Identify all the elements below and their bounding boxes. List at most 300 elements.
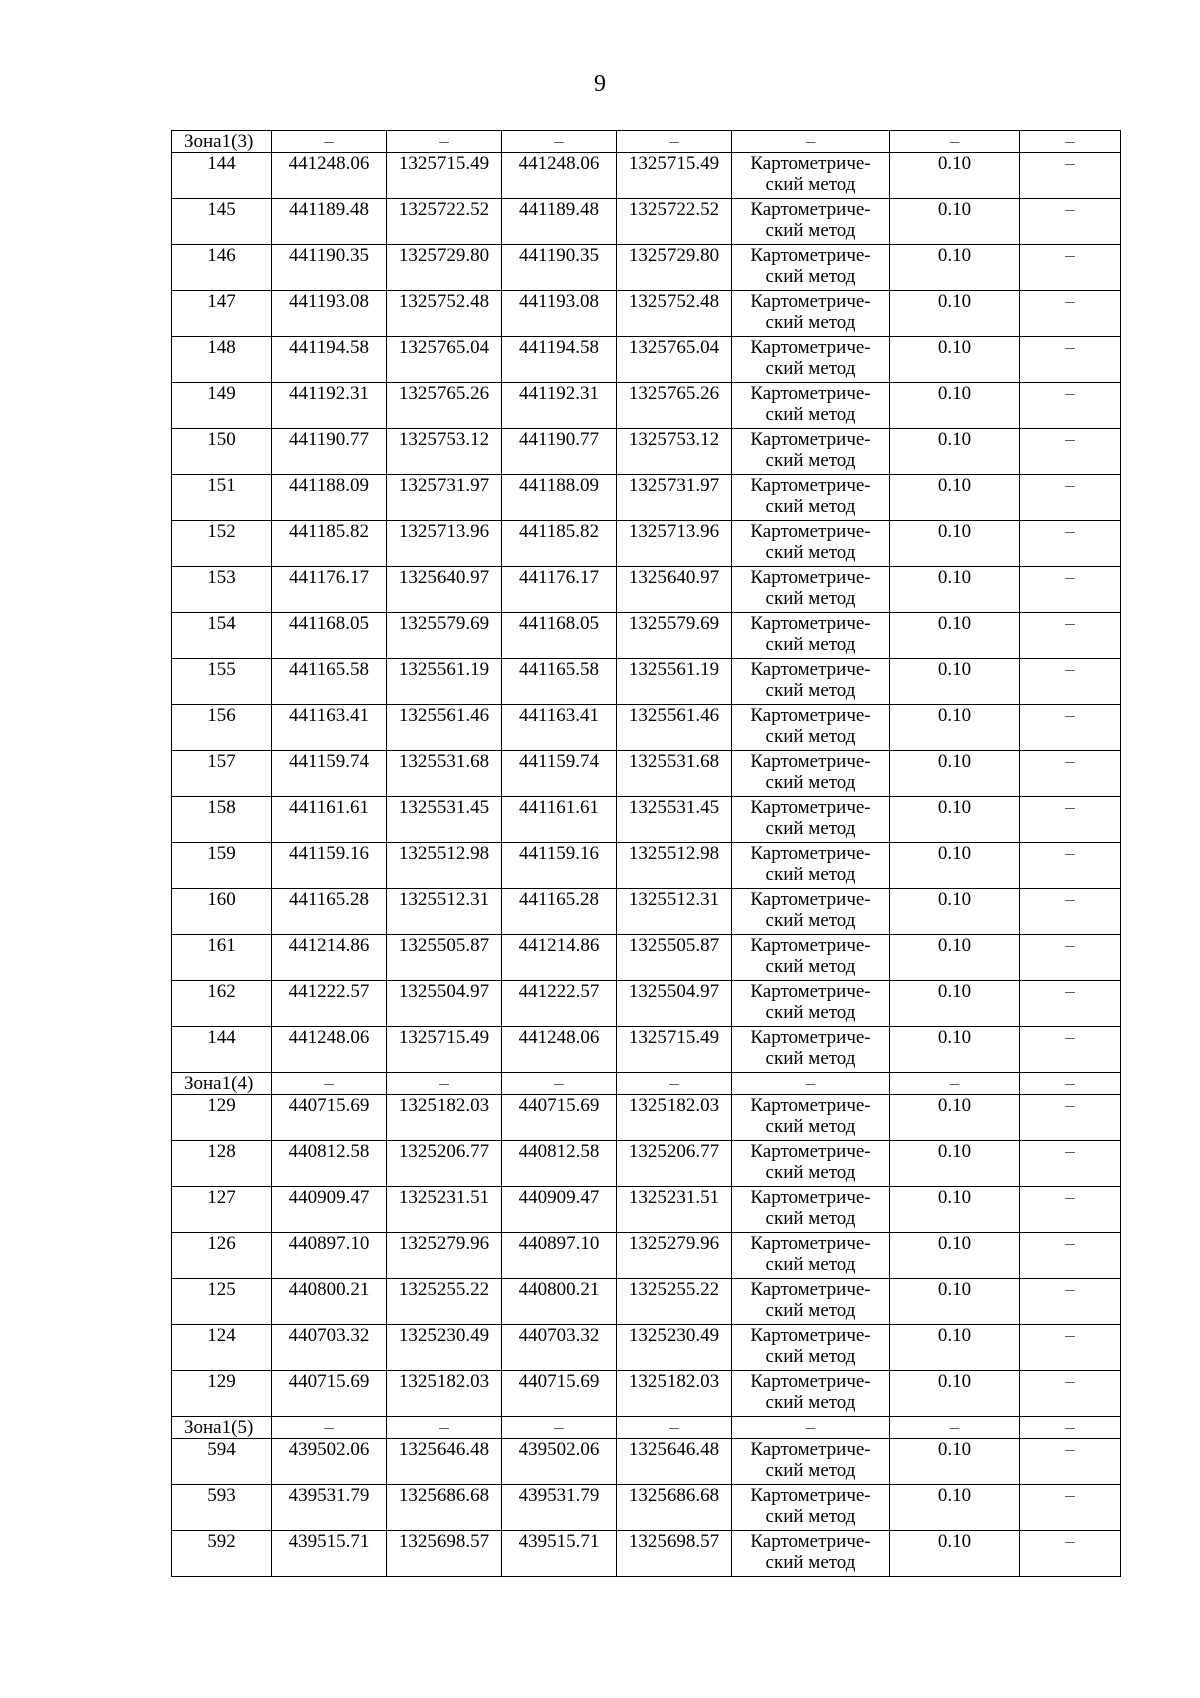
accuracy-cell: 0.10 <box>890 981 1020 1027</box>
zone-label: Зона1(5) <box>172 1417 272 1439</box>
y-new-cell: 1325698.57 <box>617 1531 732 1577</box>
zone-empty-cell: – <box>502 131 617 153</box>
zone-empty-cell: – <box>617 131 732 153</box>
accuracy-cell: 0.10 <box>890 843 1020 889</box>
table-row <box>172 337 1121 383</box>
point-number-cell: 151 <box>172 475 272 521</box>
method-cell: Картометриче-ский метод <box>732 429 890 475</box>
y-new-cell: 1325646.48 <box>617 1439 732 1485</box>
x-new-cell: 441222.57 <box>502 981 617 1027</box>
method-cell: Картометриче-ский метод <box>732 1371 890 1417</box>
y-new-cell: 1325765.26 <box>617 383 732 429</box>
point-number-cell: 158 <box>172 797 272 843</box>
y-new-cell: 1325765.04 <box>617 337 732 383</box>
y-old-cell: 1325561.46 <box>387 705 502 751</box>
description-cell: – <box>1020 429 1121 475</box>
point-number-cell: 125 <box>172 1279 272 1325</box>
zone-empty-cell: – <box>617 1073 732 1095</box>
x-new-cell: 441248.06 <box>502 153 617 199</box>
table-row <box>172 1141 1121 1187</box>
table-row <box>172 981 1121 1027</box>
description-cell: – <box>1020 199 1121 245</box>
x-old-cell: 441168.05 <box>272 613 387 659</box>
point-number-cell: 144 <box>172 153 272 199</box>
accuracy-cell: 0.10 <box>890 1233 1020 1279</box>
method-cell: Картометриче-ский метод <box>732 1439 890 1485</box>
y-old-cell: 1325579.69 <box>387 613 502 659</box>
y-old-cell: 1325231.51 <box>387 1187 502 1233</box>
zone-empty-cell: – <box>1020 131 1121 153</box>
y-new-cell: 1325561.19 <box>617 659 732 705</box>
accuracy-cell: 0.10 <box>890 1141 1020 1187</box>
method-cell: Картометриче-ский метод <box>732 153 890 199</box>
x-new-cell: 441188.09 <box>502 475 617 521</box>
zone-empty-cell: – <box>617 1417 732 1439</box>
x-old-cell: 440909.47 <box>272 1187 387 1233</box>
x-old-cell: 440812.58 <box>272 1141 387 1187</box>
point-number-cell: 162 <box>172 981 272 1027</box>
description-cell: – <box>1020 1439 1121 1485</box>
accuracy-cell: 0.10 <box>890 475 1020 521</box>
x-old-cell: 440715.69 <box>272 1371 387 1417</box>
description-cell: – <box>1020 613 1121 659</box>
point-number-cell: 144 <box>172 1027 272 1073</box>
method-cell: Картометриче-ский метод <box>732 613 890 659</box>
y-old-cell: 1325512.31 <box>387 889 502 935</box>
x-new-cell: 441159.74 <box>502 751 617 797</box>
x-old-cell: 441222.57 <box>272 981 387 1027</box>
y-new-cell: 1325729.80 <box>617 245 732 291</box>
zone-empty-cell: – <box>890 1417 1020 1439</box>
description-cell: – <box>1020 1233 1121 1279</box>
x-old-cell: 441214.86 <box>272 935 387 981</box>
point-number-cell: 146 <box>172 245 272 291</box>
description-cell: – <box>1020 567 1121 613</box>
method-cell: Картометриче-ский метод <box>732 291 890 337</box>
accuracy-cell: 0.10 <box>890 1371 1020 1417</box>
x-old-cell: 441190.35 <box>272 245 387 291</box>
accuracy-cell: 0.10 <box>890 613 1020 659</box>
y-new-cell: 1325255.22 <box>617 1279 732 1325</box>
description-cell: – <box>1020 1531 1121 1577</box>
x-new-cell: 441190.77 <box>502 429 617 475</box>
description-cell: – <box>1020 1027 1121 1073</box>
y-old-cell: 1325715.49 <box>387 153 502 199</box>
point-number-cell: 594 <box>172 1439 272 1485</box>
zone-row <box>172 131 1121 153</box>
accuracy-cell: 0.10 <box>890 337 1020 383</box>
x-old-cell: 440897.10 <box>272 1233 387 1279</box>
accuracy-cell: 0.10 <box>890 291 1020 337</box>
y-new-cell: 1325752.48 <box>617 291 732 337</box>
table-row <box>172 521 1121 567</box>
x-new-cell: 441194.58 <box>502 337 617 383</box>
point-number-cell: 160 <box>172 889 272 935</box>
x-new-cell: 440812.58 <box>502 1141 617 1187</box>
y-new-cell: 1325715.49 <box>617 1027 732 1073</box>
accuracy-cell: 0.10 <box>890 1531 1020 1577</box>
y-new-cell: 1325731.97 <box>617 475 732 521</box>
method-cell: Картометриче-ский метод <box>732 1187 890 1233</box>
y-new-cell: 1325230.49 <box>617 1325 732 1371</box>
y-old-cell: 1325182.03 <box>387 1371 502 1417</box>
zone-empty-cell: – <box>272 1073 387 1095</box>
point-number-cell: 153 <box>172 567 272 613</box>
table-row <box>172 429 1121 475</box>
accuracy-cell: 0.10 <box>890 889 1020 935</box>
x-old-cell: 441248.06 <box>272 153 387 199</box>
table-row <box>172 1279 1121 1325</box>
description-cell: – <box>1020 245 1121 291</box>
accuracy-cell: 0.10 <box>890 935 1020 981</box>
x-old-cell: 440800.21 <box>272 1279 387 1325</box>
table-body <box>172 131 1121 1577</box>
table-row <box>172 1485 1121 1531</box>
method-cell: Картометриче-ский метод <box>732 889 890 935</box>
point-number-cell: 161 <box>172 935 272 981</box>
table-row <box>172 199 1121 245</box>
y-new-cell: 1325722.52 <box>617 199 732 245</box>
table-row <box>172 705 1121 751</box>
y-new-cell: 1325231.51 <box>617 1187 732 1233</box>
y-new-cell: 1325753.12 <box>617 429 732 475</box>
accuracy-cell: 0.10 <box>890 1485 1020 1531</box>
y-old-cell: 1325182.03 <box>387 1095 502 1141</box>
table-row <box>172 1371 1121 1417</box>
y-new-cell: 1325531.68 <box>617 751 732 797</box>
table-row <box>172 1027 1121 1073</box>
x-new-cell: 441214.86 <box>502 935 617 981</box>
point-number-cell: 128 <box>172 1141 272 1187</box>
x-new-cell: 440909.47 <box>502 1187 617 1233</box>
point-number-cell: 145 <box>172 199 272 245</box>
y-new-cell: 1325279.96 <box>617 1233 732 1279</box>
x-new-cell: 440715.69 <box>502 1095 617 1141</box>
table-row <box>172 889 1121 935</box>
accuracy-cell: 0.10 <box>890 567 1020 613</box>
method-cell: Картометриче-ский метод <box>732 935 890 981</box>
x-old-cell: 441248.06 <box>272 1027 387 1073</box>
zone-empty-cell: – <box>272 131 387 153</box>
point-number-cell: 156 <box>172 705 272 751</box>
accuracy-cell: 0.10 <box>890 153 1020 199</box>
x-new-cell: 441192.31 <box>502 383 617 429</box>
x-old-cell: 441165.28 <box>272 889 387 935</box>
table-row <box>172 1095 1121 1141</box>
accuracy-cell: 0.10 <box>890 521 1020 567</box>
zone-empty-cell: – <box>890 1073 1020 1095</box>
y-old-cell: 1325752.48 <box>387 291 502 337</box>
accuracy-cell: 0.10 <box>890 659 1020 705</box>
accuracy-cell: 0.10 <box>890 1279 1020 1325</box>
method-cell: Картометриче-ский метод <box>732 199 890 245</box>
x-new-cell: 441248.06 <box>502 1027 617 1073</box>
description-cell: – <box>1020 659 1121 705</box>
y-old-cell: 1325765.26 <box>387 383 502 429</box>
x-new-cell: 439531.79 <box>502 1485 617 1531</box>
description-cell: – <box>1020 153 1121 199</box>
y-old-cell: 1325765.04 <box>387 337 502 383</box>
description-cell: – <box>1020 475 1121 521</box>
x-old-cell: 440703.32 <box>272 1325 387 1371</box>
point-number-cell: 127 <box>172 1187 272 1233</box>
x-old-cell: 441176.17 <box>272 567 387 613</box>
x-old-cell: 441159.74 <box>272 751 387 797</box>
description-cell: – <box>1020 751 1121 797</box>
y-old-cell: 1325646.48 <box>387 1439 502 1485</box>
x-new-cell: 440703.32 <box>502 1325 617 1371</box>
table-row <box>172 1439 1121 1485</box>
table-row <box>172 843 1121 889</box>
y-old-cell: 1325531.68 <box>387 751 502 797</box>
y-old-cell: 1325561.19 <box>387 659 502 705</box>
x-old-cell: 439502.06 <box>272 1439 387 1485</box>
point-number-cell: 159 <box>172 843 272 889</box>
page-number: 9 <box>594 71 606 97</box>
x-old-cell: 439515.71 <box>272 1531 387 1577</box>
table-row <box>172 153 1121 199</box>
method-cell: Картометриче-ский метод <box>732 383 890 429</box>
x-old-cell: 441190.77 <box>272 429 387 475</box>
method-cell: Картометриче-ский метод <box>732 337 890 383</box>
zone-empty-cell: – <box>890 131 1020 153</box>
x-new-cell: 439515.71 <box>502 1531 617 1577</box>
y-old-cell: 1325206.77 <box>387 1141 502 1187</box>
zone-empty-cell: – <box>272 1417 387 1439</box>
point-number-cell: 155 <box>172 659 272 705</box>
x-new-cell: 441176.17 <box>502 567 617 613</box>
y-old-cell: 1325731.97 <box>387 475 502 521</box>
description-cell: – <box>1020 705 1121 751</box>
table-row <box>172 1233 1121 1279</box>
method-cell: Картометриче-ский метод <box>732 1531 890 1577</box>
y-new-cell: 1325713.96 <box>617 521 732 567</box>
y-old-cell: 1325686.68 <box>387 1485 502 1531</box>
zone-empty-cell: – <box>732 131 890 153</box>
table-row <box>172 291 1121 337</box>
description-cell: – <box>1020 1095 1121 1141</box>
zone-label: Зона1(4) <box>172 1073 272 1095</box>
y-new-cell: 1325206.77 <box>617 1141 732 1187</box>
accuracy-cell: 0.10 <box>890 1187 1020 1233</box>
method-cell: Картометриче-ский метод <box>732 1485 890 1531</box>
y-new-cell: 1325686.68 <box>617 1485 732 1531</box>
x-new-cell: 441185.82 <box>502 521 617 567</box>
method-cell: Картометриче-ский метод <box>732 475 890 521</box>
zone-empty-cell: – <box>732 1073 890 1095</box>
description-cell: – <box>1020 383 1121 429</box>
x-new-cell: 441190.35 <box>502 245 617 291</box>
zone-label: Зона1(3) <box>172 131 272 153</box>
y-old-cell: 1325512.98 <box>387 843 502 889</box>
table-row <box>172 797 1121 843</box>
description-cell: – <box>1020 521 1121 567</box>
x-old-cell: 441194.58 <box>272 337 387 383</box>
table-row <box>172 935 1121 981</box>
zone-empty-cell: – <box>502 1417 617 1439</box>
method-cell: Картометриче-ский метод <box>732 1279 890 1325</box>
method-cell: Картометриче-ский метод <box>732 1027 890 1073</box>
x-new-cell: 440715.69 <box>502 1371 617 1417</box>
x-new-cell: 441159.16 <box>502 843 617 889</box>
table-row <box>172 475 1121 521</box>
method-cell: Картометриче-ский метод <box>732 751 890 797</box>
y-old-cell: 1325715.49 <box>387 1027 502 1073</box>
zone-empty-cell: – <box>1020 1073 1121 1095</box>
x-old-cell: 441165.58 <box>272 659 387 705</box>
zone-empty-cell: – <box>387 1417 502 1439</box>
table-row <box>172 245 1121 291</box>
x-old-cell: 440715.69 <box>272 1095 387 1141</box>
method-cell: Картометриче-ский метод <box>732 981 890 1027</box>
point-number-cell: 148 <box>172 337 272 383</box>
accuracy-cell: 0.10 <box>890 705 1020 751</box>
y-old-cell: 1325713.96 <box>387 521 502 567</box>
table-row <box>172 751 1121 797</box>
x-old-cell: 441192.31 <box>272 383 387 429</box>
y-old-cell: 1325505.87 <box>387 935 502 981</box>
x-new-cell: 440800.21 <box>502 1279 617 1325</box>
point-number-cell: 152 <box>172 521 272 567</box>
y-old-cell: 1325753.12 <box>387 429 502 475</box>
y-new-cell: 1325579.69 <box>617 613 732 659</box>
method-cell: Картометриче-ский метод <box>732 659 890 705</box>
coordinates-table <box>171 130 1121 1577</box>
x-new-cell: 439502.06 <box>502 1439 617 1485</box>
zone-empty-cell: – <box>387 131 502 153</box>
y-old-cell: 1325698.57 <box>387 1531 502 1577</box>
x-new-cell: 440897.10 <box>502 1233 617 1279</box>
accuracy-cell: 0.10 <box>890 797 1020 843</box>
zone-empty-cell: – <box>1020 1417 1121 1439</box>
point-number-cell: 150 <box>172 429 272 475</box>
y-old-cell: 1325722.52 <box>387 199 502 245</box>
point-number-cell: 129 <box>172 1371 272 1417</box>
y-new-cell: 1325512.31 <box>617 889 732 935</box>
point-number-cell: 149 <box>172 383 272 429</box>
y-new-cell: 1325182.03 <box>617 1371 732 1417</box>
y-new-cell: 1325512.98 <box>617 843 732 889</box>
accuracy-cell: 0.10 <box>890 429 1020 475</box>
method-cell: Картометриче-ский метод <box>732 245 890 291</box>
accuracy-cell: 0.10 <box>890 199 1020 245</box>
x-new-cell: 441165.28 <box>502 889 617 935</box>
method-cell: Картометриче-ский метод <box>732 1141 890 1187</box>
x-new-cell: 441193.08 <box>502 291 617 337</box>
description-cell: – <box>1020 1325 1121 1371</box>
x-old-cell: 441163.41 <box>272 705 387 751</box>
description-cell: – <box>1020 1371 1121 1417</box>
x-old-cell: 439531.79 <box>272 1485 387 1531</box>
method-cell: Картометриче-ский метод <box>732 521 890 567</box>
table-row <box>172 1325 1121 1371</box>
x-new-cell: 441163.41 <box>502 705 617 751</box>
zone-row <box>172 1073 1121 1095</box>
point-number-cell: 154 <box>172 613 272 659</box>
table-row <box>172 383 1121 429</box>
method-cell: Картометриче-ский метод <box>732 843 890 889</box>
point-number-cell: 126 <box>172 1233 272 1279</box>
y-new-cell: 1325505.87 <box>617 935 732 981</box>
accuracy-cell: 0.10 <box>890 1325 1020 1371</box>
description-cell: – <box>1020 1279 1121 1325</box>
description-cell: – <box>1020 1187 1121 1233</box>
x-old-cell: 441189.48 <box>272 199 387 245</box>
y-old-cell: 1325504.97 <box>387 981 502 1027</box>
y-old-cell: 1325255.22 <box>387 1279 502 1325</box>
description-cell: – <box>1020 1141 1121 1187</box>
description-cell: – <box>1020 981 1121 1027</box>
table-row <box>172 1187 1121 1233</box>
x-new-cell: 441165.58 <box>502 659 617 705</box>
method-cell: Картометриче-ский метод <box>732 1095 890 1141</box>
y-new-cell: 1325640.97 <box>617 567 732 613</box>
method-cell: Картометриче-ский метод <box>732 705 890 751</box>
description-cell: – <box>1020 337 1121 383</box>
description-cell: – <box>1020 843 1121 889</box>
method-cell: Картометриче-ский метод <box>732 567 890 613</box>
accuracy-cell: 0.10 <box>890 1439 1020 1485</box>
accuracy-cell: 0.10 <box>890 751 1020 797</box>
accuracy-cell: 0.10 <box>890 245 1020 291</box>
zone-empty-cell: – <box>502 1073 617 1095</box>
y-old-cell: 1325230.49 <box>387 1325 502 1371</box>
y-new-cell: 1325182.03 <box>617 1095 732 1141</box>
point-number-cell: 129 <box>172 1095 272 1141</box>
x-new-cell: 441189.48 <box>502 199 617 245</box>
description-cell: – <box>1020 935 1121 981</box>
x-new-cell: 441168.05 <box>502 613 617 659</box>
description-cell: – <box>1020 889 1121 935</box>
accuracy-cell: 0.10 <box>890 1095 1020 1141</box>
point-number-cell: 124 <box>172 1325 272 1371</box>
table-row <box>172 659 1121 705</box>
x-old-cell: 441185.82 <box>272 521 387 567</box>
table-row <box>172 613 1121 659</box>
point-number-cell: 593 <box>172 1485 272 1531</box>
table-row <box>172 567 1121 613</box>
point-number-cell: 147 <box>172 291 272 337</box>
x-old-cell: 441188.09 <box>272 475 387 521</box>
zone-empty-cell: – <box>387 1073 502 1095</box>
y-old-cell: 1325729.80 <box>387 245 502 291</box>
x-old-cell: 441193.08 <box>272 291 387 337</box>
y-old-cell: 1325531.45 <box>387 797 502 843</box>
description-cell: – <box>1020 1485 1121 1531</box>
x-old-cell: 441161.61 <box>272 797 387 843</box>
zone-empty-cell: – <box>732 1417 890 1439</box>
x-old-cell: 441159.16 <box>272 843 387 889</box>
point-number-cell: 592 <box>172 1531 272 1577</box>
y-old-cell: 1325640.97 <box>387 567 502 613</box>
y-new-cell: 1325715.49 <box>617 153 732 199</box>
y-new-cell: 1325561.46 <box>617 705 732 751</box>
accuracy-cell: 0.10 <box>890 383 1020 429</box>
method-cell: Картометриче-ский метод <box>732 1325 890 1371</box>
method-cell: Картометриче-ский метод <box>732 797 890 843</box>
method-cell: Картометриче-ский метод <box>732 1233 890 1279</box>
y-old-cell: 1325279.96 <box>387 1233 502 1279</box>
accuracy-cell: 0.10 <box>890 1027 1020 1073</box>
y-new-cell: 1325504.97 <box>617 981 732 1027</box>
x-new-cell: 441161.61 <box>502 797 617 843</box>
zone-row <box>172 1417 1121 1439</box>
y-new-cell: 1325531.45 <box>617 797 732 843</box>
description-cell: – <box>1020 291 1121 337</box>
table-row <box>172 1531 1121 1577</box>
description-cell: – <box>1020 797 1121 843</box>
point-number-cell: 157 <box>172 751 272 797</box>
